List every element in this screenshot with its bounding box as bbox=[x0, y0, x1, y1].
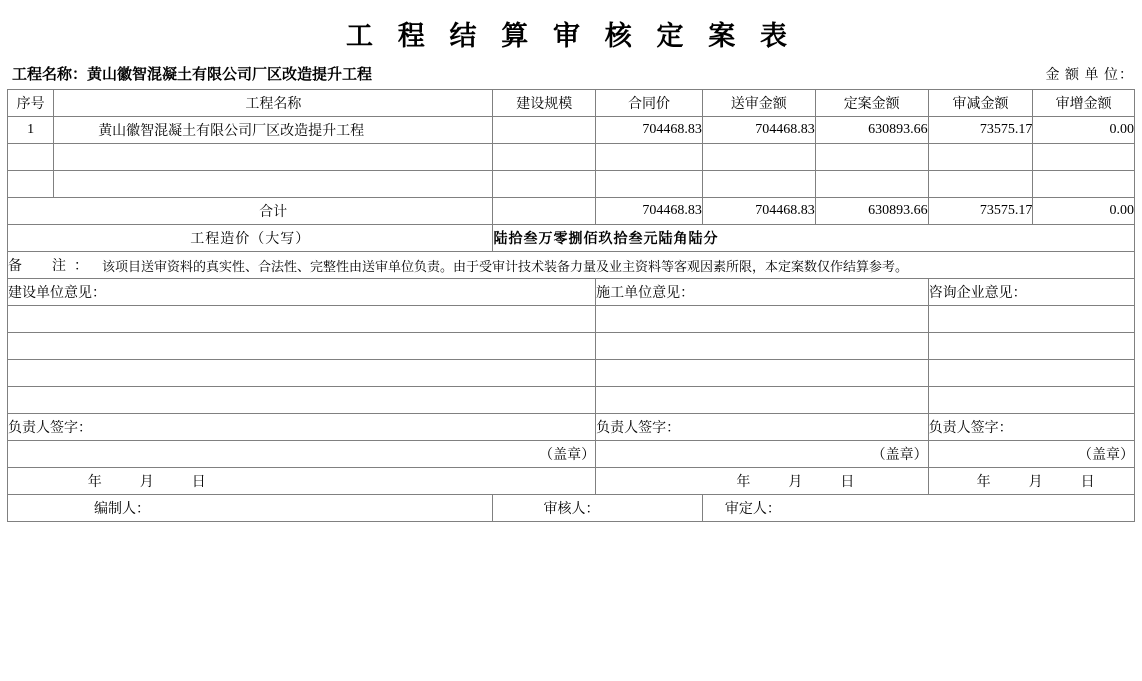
cell-name bbox=[54, 171, 493, 198]
table-row bbox=[8, 117, 1135, 144]
cell-reduced bbox=[928, 171, 1033, 198]
opinion-title-row bbox=[8, 279, 1135, 306]
cell-settled bbox=[815, 144, 928, 171]
opinion-title-consultant: 咨询企业意见： bbox=[928, 279, 1134, 306]
cell-contract-price bbox=[596, 144, 703, 171]
opinion-body-row bbox=[8, 387, 1135, 414]
footer-row bbox=[8, 495, 1135, 522]
date-day-label: 日 bbox=[1080, 475, 1095, 490]
signature-consultant: 负责人签字： bbox=[928, 414, 1134, 441]
opinion-title-construction-unit: 建设单位意见： bbox=[8, 279, 596, 306]
cell-contract-price bbox=[596, 171, 703, 198]
col-header-settled: 定案金额 bbox=[815, 90, 928, 117]
opinion-body-construction-unit[interactable] bbox=[8, 360, 596, 387]
date-year-label: 年 bbox=[736, 475, 751, 490]
opinion-body-row bbox=[8, 360, 1135, 387]
signature-row bbox=[8, 414, 1135, 441]
amount-unit-label: 金 额 单 位： bbox=[1045, 68, 1134, 83]
project-name-value: 黄山徽智混凝土有限公司厂区改造提升工程 bbox=[87, 67, 373, 83]
cell-name bbox=[54, 144, 493, 171]
total-label: 合计 bbox=[54, 198, 493, 225]
total-label-spacer bbox=[8, 198, 54, 225]
date-day-label: 日 bbox=[191, 475, 206, 490]
col-header-contract-price: 合同价 bbox=[596, 90, 703, 117]
total-contract-price: 704468.83 bbox=[596, 198, 703, 225]
cell-submitted: 704468.83 bbox=[702, 117, 815, 144]
note-cell bbox=[8, 252, 1135, 279]
cell-scale bbox=[493, 171, 596, 198]
opinion-body-contractor[interactable] bbox=[596, 306, 929, 333]
date-year-label: 年 bbox=[976, 475, 991, 490]
cell-no: 1 bbox=[8, 117, 54, 144]
capital-amount-value: 陆拾叁万零捌佰玖拾叁元陆角陆分 bbox=[493, 225, 1135, 252]
date-month-label: 月 bbox=[788, 475, 803, 490]
opinion-body-construction-unit[interactable] bbox=[8, 387, 596, 414]
table-header-row bbox=[8, 90, 1135, 117]
signature-contractor: 负责人签字： bbox=[596, 414, 929, 441]
signature-construction-unit: 负责人签字： bbox=[8, 414, 596, 441]
col-header-increased: 审增金额 bbox=[1033, 90, 1135, 117]
cell-scale bbox=[493, 117, 596, 144]
cell-increased bbox=[1033, 144, 1135, 171]
total-reduced: 73575.17 bbox=[928, 198, 1033, 225]
total-scale bbox=[493, 198, 596, 225]
col-header-reduced: 审减金额 bbox=[928, 90, 1033, 117]
cell-name: 黄山徽智混凝土有限公司厂区改造提升工程 bbox=[54, 117, 493, 144]
col-header-name: 工程名称 bbox=[54, 90, 493, 117]
date-spacer-1 bbox=[8, 468, 54, 495]
opinion-body-construction-unit[interactable] bbox=[8, 306, 596, 333]
seal-consultant: （盖章） bbox=[928, 441, 1134, 468]
date-construction-unit bbox=[54, 468, 596, 495]
cell-settled: 630893.66 bbox=[815, 117, 928, 144]
col-header-no: 序号 bbox=[8, 90, 54, 117]
note-label: 备 注： bbox=[8, 259, 96, 274]
seal-construction-unit: （盖章） bbox=[8, 441, 596, 468]
date-contractor bbox=[702, 468, 928, 495]
cell-submitted bbox=[702, 171, 815, 198]
cell-no bbox=[8, 171, 54, 198]
opinion-body-contractor[interactable] bbox=[596, 360, 929, 387]
cell-contract-price: 704468.83 bbox=[596, 117, 703, 144]
opinion-body-consultant[interactable] bbox=[928, 306, 1134, 333]
subheader bbox=[0, 63, 1142, 89]
total-submitted: 704468.83 bbox=[702, 198, 815, 225]
footer-approver: 审定人： bbox=[702, 495, 1134, 522]
note-row bbox=[8, 252, 1135, 279]
opinion-body-consultant[interactable] bbox=[928, 360, 1134, 387]
col-header-submitted: 送审金额 bbox=[702, 90, 815, 117]
cell-settled bbox=[815, 171, 928, 198]
project-name-label: 工程名称： bbox=[12, 67, 88, 83]
settlement-table bbox=[7, 89, 1135, 522]
date-row bbox=[8, 468, 1135, 495]
table-row bbox=[8, 171, 1135, 198]
table-row bbox=[8, 144, 1135, 171]
page-title: 工 程 结 算 审 核 定 案 表 bbox=[346, 21, 796, 51]
date-month-label: 月 bbox=[1028, 475, 1043, 490]
capital-amount-row bbox=[8, 225, 1135, 252]
opinion-body-contractor[interactable] bbox=[596, 387, 929, 414]
table-total-row bbox=[8, 198, 1135, 225]
project-info bbox=[12, 63, 372, 84]
cell-no bbox=[8, 144, 54, 171]
cell-reduced: 73575.17 bbox=[928, 117, 1033, 144]
date-consultant bbox=[928, 468, 1134, 495]
total-settled: 630893.66 bbox=[815, 198, 928, 225]
footer-preparer: 编制人： bbox=[8, 495, 493, 522]
total-increased: 0.00 bbox=[1033, 198, 1135, 225]
seal-row bbox=[8, 441, 1135, 468]
date-day-label: 日 bbox=[840, 475, 855, 490]
cell-increased bbox=[1033, 171, 1135, 198]
cell-scale bbox=[493, 144, 596, 171]
cell-reduced bbox=[928, 144, 1033, 171]
cell-increased: 0.00 bbox=[1033, 117, 1135, 144]
opinion-body-consultant[interactable] bbox=[928, 333, 1134, 360]
opinion-body-consultant[interactable] bbox=[928, 387, 1134, 414]
seal-contractor: （盖章） bbox=[596, 441, 929, 468]
date-month-label: 月 bbox=[139, 475, 154, 490]
date-year-label: 年 bbox=[87, 475, 102, 490]
date-spacer-2 bbox=[596, 468, 703, 495]
capital-amount-label: 工程造价（大写） bbox=[8, 225, 493, 252]
col-header-scale: 建设规模 bbox=[493, 90, 596, 117]
opinion-body-construction-unit[interactable] bbox=[8, 333, 596, 360]
note-text: 该项目送审资料的真实性、合法性、完整性由送审单位负责。由于受审计技术装备力量及业主资料等客观因素所限，本定案数仅作结算参考。 bbox=[102, 258, 909, 274]
opinion-body-row bbox=[8, 306, 1135, 333]
cell-submitted bbox=[702, 144, 815, 171]
opinion-body-row bbox=[8, 333, 1135, 360]
footer-reviewer: 审核人： bbox=[493, 495, 702, 522]
opinion-body-contractor[interactable] bbox=[596, 333, 929, 360]
opinion-title-contractor: 施工单位意见： bbox=[596, 279, 929, 306]
